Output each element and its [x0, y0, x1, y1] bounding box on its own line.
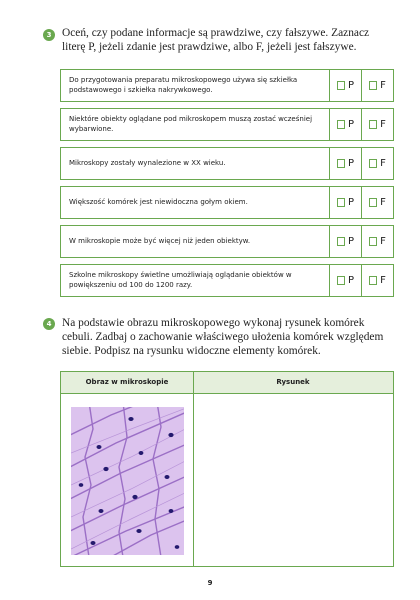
true-option[interactable]	[329, 109, 361, 140]
true-option[interactable]	[329, 226, 361, 257]
drawing-column-header: Rysunek	[276, 378, 310, 386]
false-option[interactable]	[361, 187, 393, 218]
page-number: 9	[207, 579, 213, 587]
task-4-instruction-line-2: cebuli. Zadbaj o zachowanie właściwego ułożenia komórek względem	[62, 331, 384, 343]
task-4-number-badge: 4	[43, 318, 55, 330]
statement-row	[60, 186, 394, 219]
statement-text: W mikroskopie może być więcej niż jeden obiektyw.	[69, 236, 251, 245]
false-letter: F	[380, 80, 386, 91]
false-option[interactable]	[361, 109, 393, 140]
false-option[interactable]	[361, 148, 393, 179]
true-letter: P	[347, 158, 355, 169]
true-checkbox[interactable]	[337, 198, 345, 207]
false-checkbox[interactable]	[369, 120, 377, 129]
true-option[interactable]	[329, 265, 361, 296]
true-option[interactable]	[329, 187, 361, 218]
true-checkbox[interactable]	[337, 81, 345, 90]
false-letter: F	[380, 197, 386, 208]
statement-text: Do przygotowania preparatu mikroskopowego używa się szkiełka podstawowego i szkiełka nakrywkowego.	[69, 76, 298, 94]
false-checkbox[interactable]	[369, 81, 377, 90]
drawing-area[interactable]	[194, 394, 393, 566]
statement-text: Niektóre obiekty oglądane pod mikroskopem muszą zostać wcześniej wybarwione.	[69, 115, 313, 133]
true-checkbox[interactable]	[337, 120, 345, 129]
true-option[interactable]	[329, 148, 361, 179]
true-letter: P	[347, 80, 355, 91]
false-checkbox[interactable]	[369, 198, 377, 207]
false-letter: F	[380, 158, 386, 169]
statement-text: Większość komórek jest niewidoczna gołym okiem.	[69, 197, 248, 206]
microscope-image-column-header: Obraz w mikroskopie	[85, 378, 169, 386]
drawing-table	[60, 371, 394, 567]
true-checkbox[interactable]	[337, 237, 345, 246]
false-option[interactable]	[361, 265, 393, 296]
statement-row	[60, 69, 394, 102]
false-checkbox[interactable]	[369, 159, 377, 168]
statement-text: Szkolne mikroskopy świetlne umożliwiają oglądanie obiektów w powiększeniu od 100 do 1200 razy.	[69, 271, 292, 289]
false-option[interactable]	[361, 226, 393, 257]
false-letter: F	[380, 275, 386, 286]
true-checkbox[interactable]	[337, 159, 345, 168]
task-3-number-badge: 3	[43, 29, 55, 41]
true-checkbox[interactable]	[337, 276, 345, 285]
false-letter: F	[380, 236, 386, 247]
false-checkbox[interactable]	[369, 276, 377, 285]
true-letter: P	[347, 275, 355, 286]
true-letter: P	[347, 236, 355, 247]
true-letter: P	[347, 119, 355, 130]
true-letter: P	[347, 197, 355, 208]
task-3-instruction-line-1: Oceń, czy podane informacje są prawdziwe, czy fałszywe. Zaznacz	[62, 27, 370, 39]
statement-row	[60, 108, 394, 141]
statement-row	[60, 264, 394, 297]
false-checkbox[interactable]	[369, 237, 377, 246]
statement-text: Mikroskopy zostały wynalezione w XX wieku.	[69, 158, 226, 167]
statement-row	[60, 147, 394, 180]
task-4-instruction-line-3: siebie. Podpisz na rysunku widoczne elementy komórek.	[62, 345, 321, 357]
false-letter: F	[380, 119, 386, 130]
true-option[interactable]	[329, 70, 361, 101]
drawing-table-header	[61, 372, 393, 394]
statement-row	[60, 225, 394, 258]
false-option[interactable]	[361, 70, 393, 101]
task-3-instruction-line-2: literę P, jeżeli zdanie jest prawdziwe, albo F, jeżeli jest fałszywe.	[62, 41, 357, 53]
task-4-instruction-line-1: Na podstawie obrazu mikroskopowego wykonaj rysunek komórek	[62, 317, 365, 329]
onion-cells-micrograph	[71, 407, 184, 555]
